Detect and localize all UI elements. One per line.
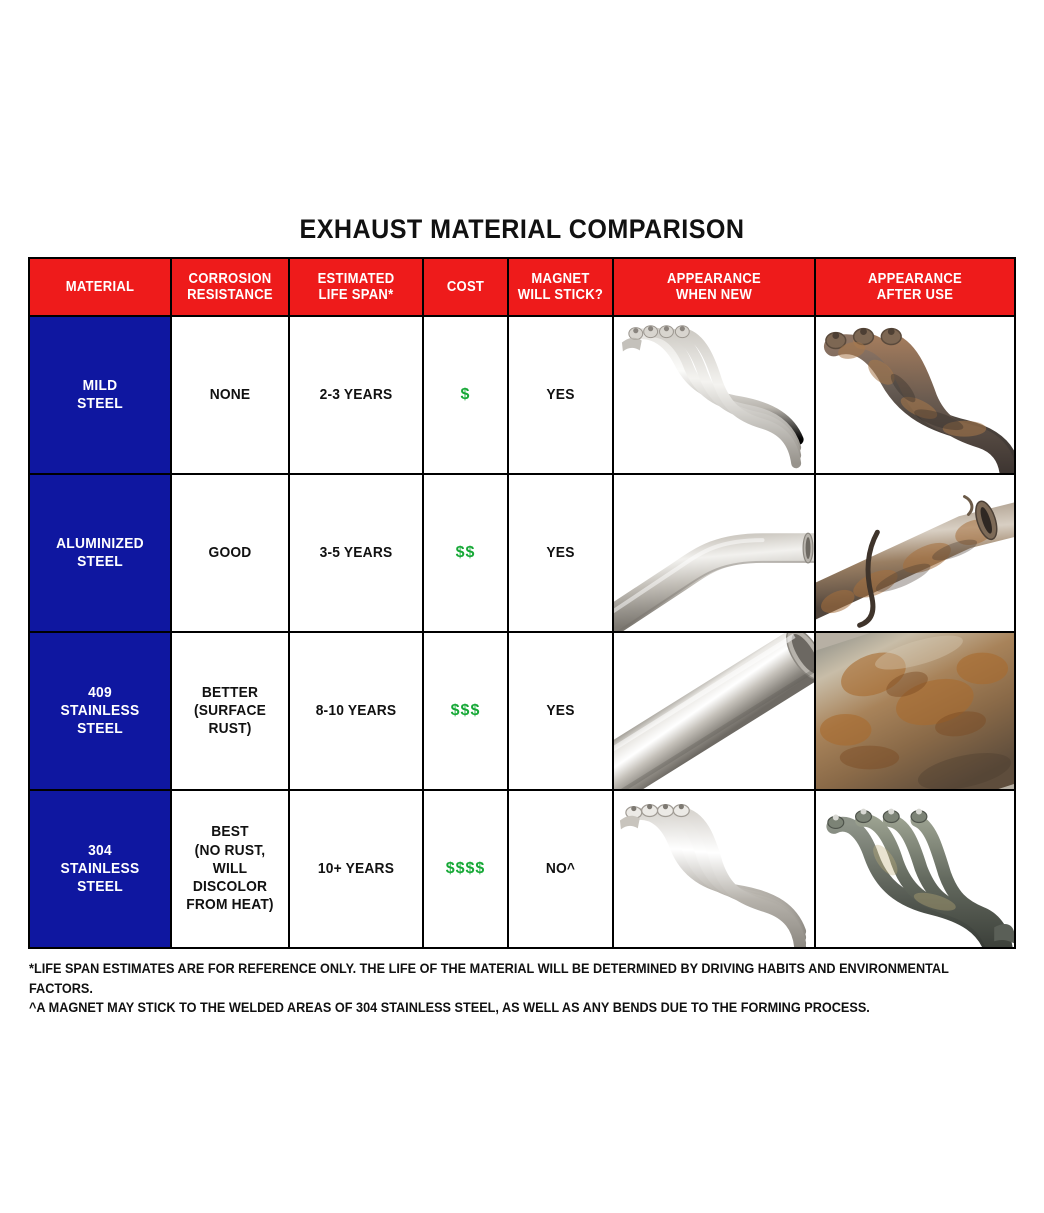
header-estimated-life-span	[289, 258, 423, 316]
cell-cost: $	[423, 316, 508, 474]
cell-corrosion	[171, 474, 289, 632]
lifespan-line-1: 8-10 YEARS	[315, 701, 397, 719]
cell-cost: $$$$	[423, 790, 508, 948]
cell-appearance-new	[613, 790, 815, 948]
header-appearance-after-use	[815, 258, 1015, 316]
header-appearance-when-new	[613, 258, 815, 316]
cell-magnet	[508, 316, 613, 474]
corrosion-line-3: WILL DISCOLOR	[192, 859, 268, 896]
table-row	[29, 632, 1015, 790]
header-magnet-line1: MAGNET	[531, 270, 590, 287]
footnote-lifespan: *LIFE SPAN ESTIMATES ARE FOR REFERENCE ONLY. THE LIFE OF THE MATERIAL WILL BE DETERMINED BY DRIVING HABITS AND ENVIRONMENTAL FACTORS.	[29, 961, 949, 996]
header-cost-line1: COST	[446, 278, 485, 295]
cell-appearance-used	[815, 632, 1015, 790]
header-magnet-will-stick	[508, 258, 613, 316]
cell-material	[29, 474, 171, 632]
mild-steel-headers-rusted-image	[816, 317, 1014, 473]
cell-material	[29, 316, 171, 474]
aluminized-bent-pipe-new-image	[614, 475, 814, 631]
table-header	[29, 258, 1015, 316]
header-material	[29, 258, 171, 316]
corrosion-line-1: GOOD	[208, 543, 252, 561]
magnet-value: NO^	[545, 859, 576, 877]
material-line-2: STEEL	[77, 553, 123, 570]
header-corrosion-line1: CORROSION	[188, 270, 272, 287]
table-row	[29, 474, 1015, 632]
material-line-1: MILD	[82, 377, 118, 394]
magnet-value: YES	[546, 701, 575, 719]
magnet-value: YES	[546, 543, 575, 561]
material-line-2: STEEL	[77, 395, 123, 412]
corrosion-line-1: BETTER	[201, 683, 259, 701]
cell-material	[29, 632, 171, 790]
cell-appearance-new	[613, 474, 815, 632]
table-row	[29, 790, 1015, 948]
409-stainless-tube-new-image	[614, 633, 814, 789]
table-body	[29, 316, 1015, 948]
header-used-line1: APPEARANCE	[867, 270, 963, 287]
comparison-table	[28, 257, 1016, 949]
cell-lifespan	[289, 474, 423, 632]
header-corrosion-resistance	[171, 258, 289, 316]
header-life-line2: LIFE SPAN*	[318, 287, 394, 303]
cell-corrosion	[171, 790, 289, 948]
corrosion-line-1: BEST	[211, 823, 249, 841]
aluminized-pipe-rusted-image	[816, 475, 1014, 631]
header-new-line1: APPEARANCE	[666, 270, 762, 287]
corrosion-line-4: FROM HEAT)	[186, 896, 274, 914]
cell-corrosion	[171, 632, 289, 790]
lifespan-line-1: 3-5 YEARS	[319, 543, 393, 561]
header-life-line1: ESTIMATED	[317, 270, 395, 287]
cell-magnet	[508, 632, 613, 790]
corrosion-line-2: (SURFACE	[193, 701, 267, 719]
lifespan-line-1: 10+ YEARS	[317, 859, 395, 877]
material-line-2: STAINLESS	[60, 860, 140, 877]
footnote-magnet: ^A MAGNET MAY STICK TO THE WELDED AREAS OF 304 STAINLESS STEEL, AS WELL AS ANY BENDS DUE TO THE FORMING PROCESS.	[29, 1000, 870, 1016]
304-stainless-headers-new-image	[614, 791, 814, 947]
header-cost	[423, 258, 508, 316]
cell-appearance-new	[613, 316, 815, 474]
cell-material	[29, 790, 171, 948]
cell-lifespan	[289, 632, 423, 790]
cell-appearance-used	[815, 790, 1015, 948]
409-stainless-tube-surface-rust-image	[816, 633, 1014, 789]
page-title: EXHAUST MATERIAL COMPARISON	[299, 214, 745, 244]
header-used-line2: AFTER USE	[876, 287, 954, 303]
lifespan-line-1: 2-3 YEARS	[319, 385, 393, 403]
cell-appearance-new	[613, 632, 815, 790]
corrosion-line-1: NONE	[209, 385, 251, 403]
magnet-value: YES	[546, 385, 575, 403]
header-magnet-line2: WILL STICK?	[517, 287, 604, 303]
cell-cost: $$$	[423, 632, 508, 790]
material-line-3: STEEL	[77, 720, 123, 737]
cell-magnet	[508, 474, 613, 632]
material-line-1: ALUMINIZED	[56, 535, 144, 552]
304-stainless-headers-discolored-image	[816, 791, 1014, 947]
material-line-1: 304	[88, 842, 112, 859]
material-line-1: 409	[88, 684, 112, 701]
cell-appearance-used	[815, 474, 1015, 632]
corrosion-line-3: RUST)	[208, 720, 252, 738]
cell-lifespan	[289, 316, 423, 474]
header-corrosion-line2: RESISTANCE	[187, 287, 273, 303]
table-row	[29, 316, 1015, 474]
header-row	[29, 258, 1015, 316]
material-line-2: STAINLESS	[60, 702, 140, 719]
cell-lifespan	[289, 790, 423, 948]
header-new-line2: WHEN NEW	[675, 287, 753, 303]
material-line-3: STEEL	[77, 878, 123, 895]
corrosion-line-2: (NO RUST,	[194, 841, 266, 859]
header-material-line1: MATERIAL	[65, 278, 135, 295]
mild-steel-headers-new-image	[614, 317, 814, 473]
footnotes	[29, 959, 1015, 1018]
cell-magnet	[508, 790, 613, 948]
cell-appearance-used	[815, 316, 1015, 474]
cell-corrosion	[171, 316, 289, 474]
cell-cost: $$	[423, 474, 508, 632]
